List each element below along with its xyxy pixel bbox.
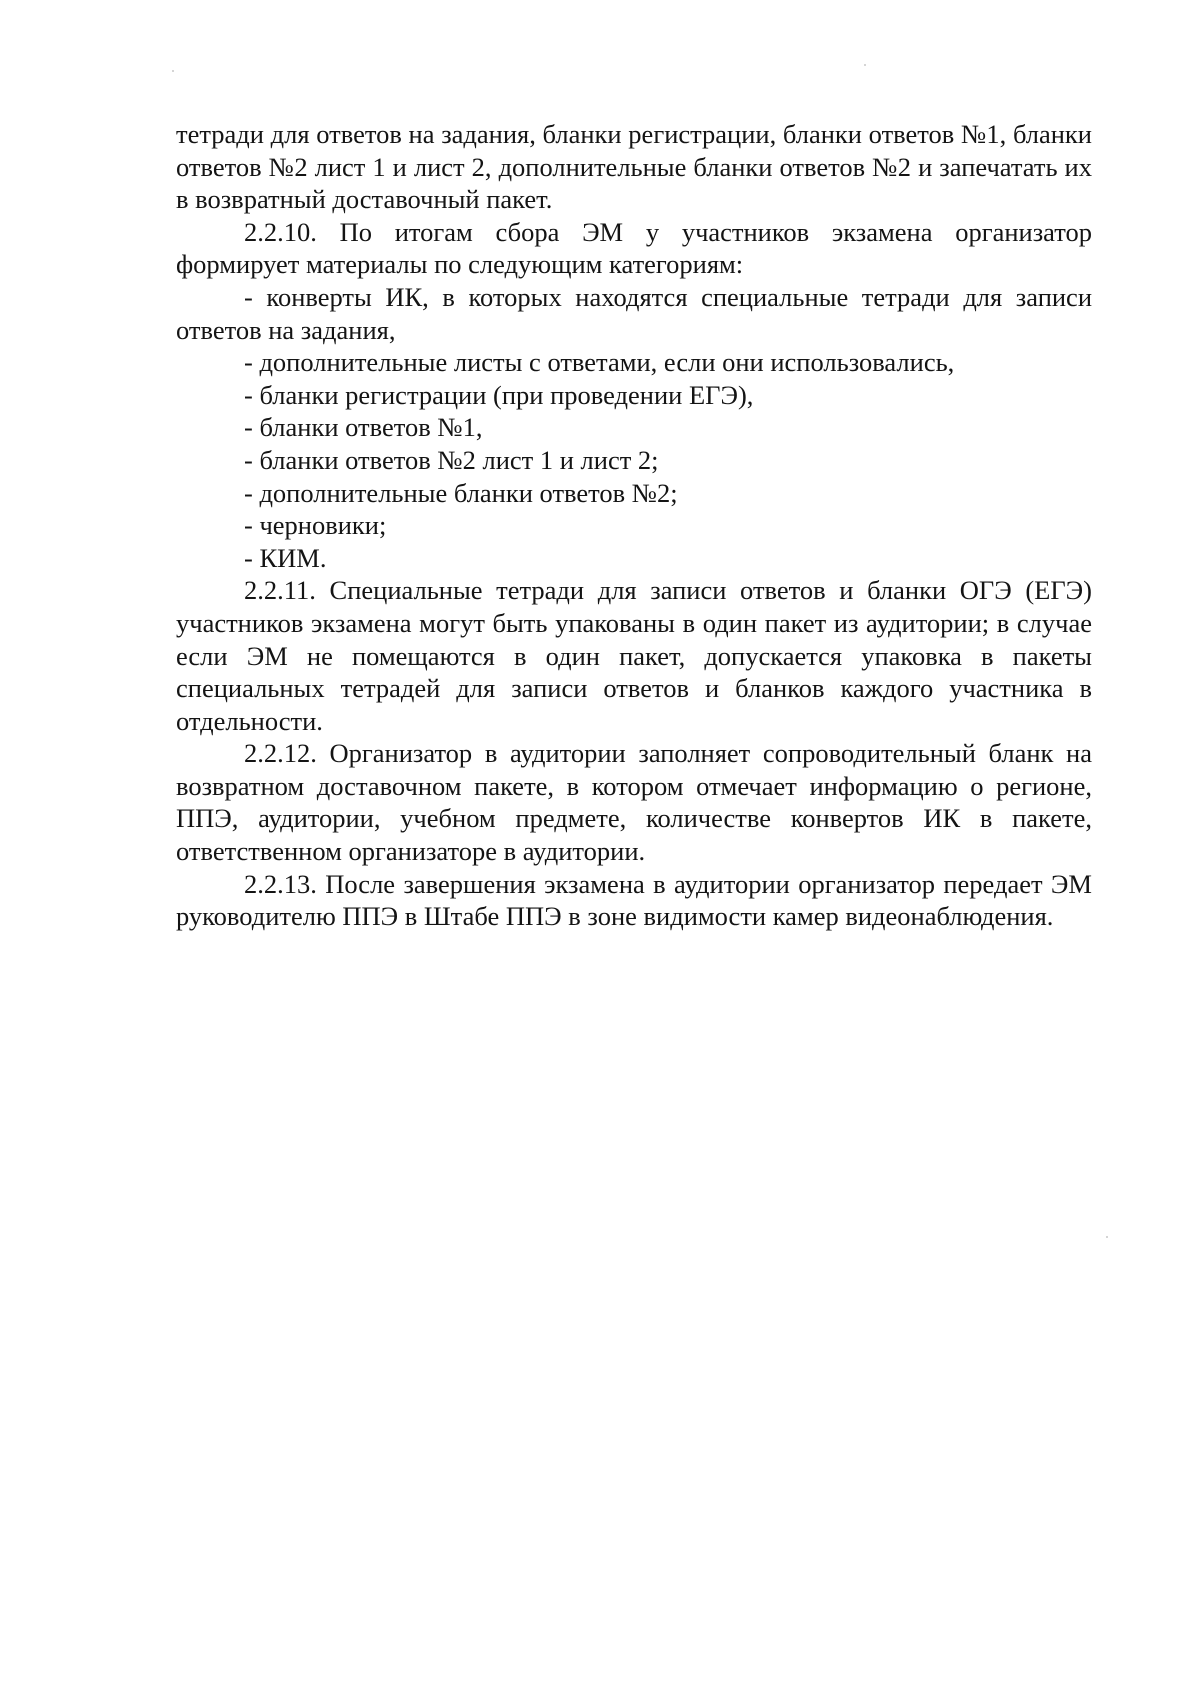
list-item: - КИМ.: [244, 542, 327, 573]
list-item: - конверты ИК, в которых находятся специальные тетради для записи ответов на задания,: [176, 281, 1092, 345]
paragraph-2-2-11: 2.2.11. Специальные тетради для записи ответов и бланки ОГЭ (ЕГЭ) участников экзамена могут быть упакованы в один пакет из аудитории; в случае если ЭМ не помещаются в один пакет, допускается упаковка в пакеты специальных тетрадей для записи ответов и бланков каждого участника в отдельности.: [176, 575, 1092, 736]
scan-speck: [172, 70, 174, 72]
document-body: [176, 118, 1092, 933]
list-item: - дополнительные бланки ответов №2;: [244, 477, 678, 508]
scan-speck: [864, 64, 866, 66]
list-item: - дополнительные листы с ответами, если они использовались,: [244, 347, 955, 378]
paragraph-2-2-12: 2.2.12. Организатор в аудитории заполняет сопроводительный бланк на возвратном доставочном пакете, в котором отмечает информацию о регионе, ППЭ, аудитории, учебном предмете, количестве конвертов ИК в пакете, ответственном организаторе в аудитории.: [176, 738, 1092, 867]
list-item: - черновики;: [244, 510, 387, 541]
list-item: - бланки регистрации (при проведении ЕГЭ),: [244, 379, 754, 410]
scan-speck: [1106, 1236, 1108, 1238]
paragraph-2-2-13: 2.2.13. После завершения экзамена в аудитории организатор передает ЭМ руководителю ППЭ в Штабе ППЭ в зоне видимости камер видеонаблюдения.: [176, 868, 1092, 932]
paragraph-intro: тетради для ответов на задания, бланки регистрации, бланки ответов №1, бланки ответов №2 лист 1 и лист 2, дополнительные бланки ответов №2 и запечатать их в возвратный доставочный пакет.: [176, 119, 1092, 215]
paragraph-2-2-10: 2.2.10. По итогам сбора ЭМ у участников экзамена организатор формирует материалы по следующим категориям:: [176, 216, 1092, 280]
list-item: - бланки ответов №2 лист 1 и лист 2;: [244, 444, 659, 475]
list-item: - бланки ответов №1,: [244, 412, 483, 443]
